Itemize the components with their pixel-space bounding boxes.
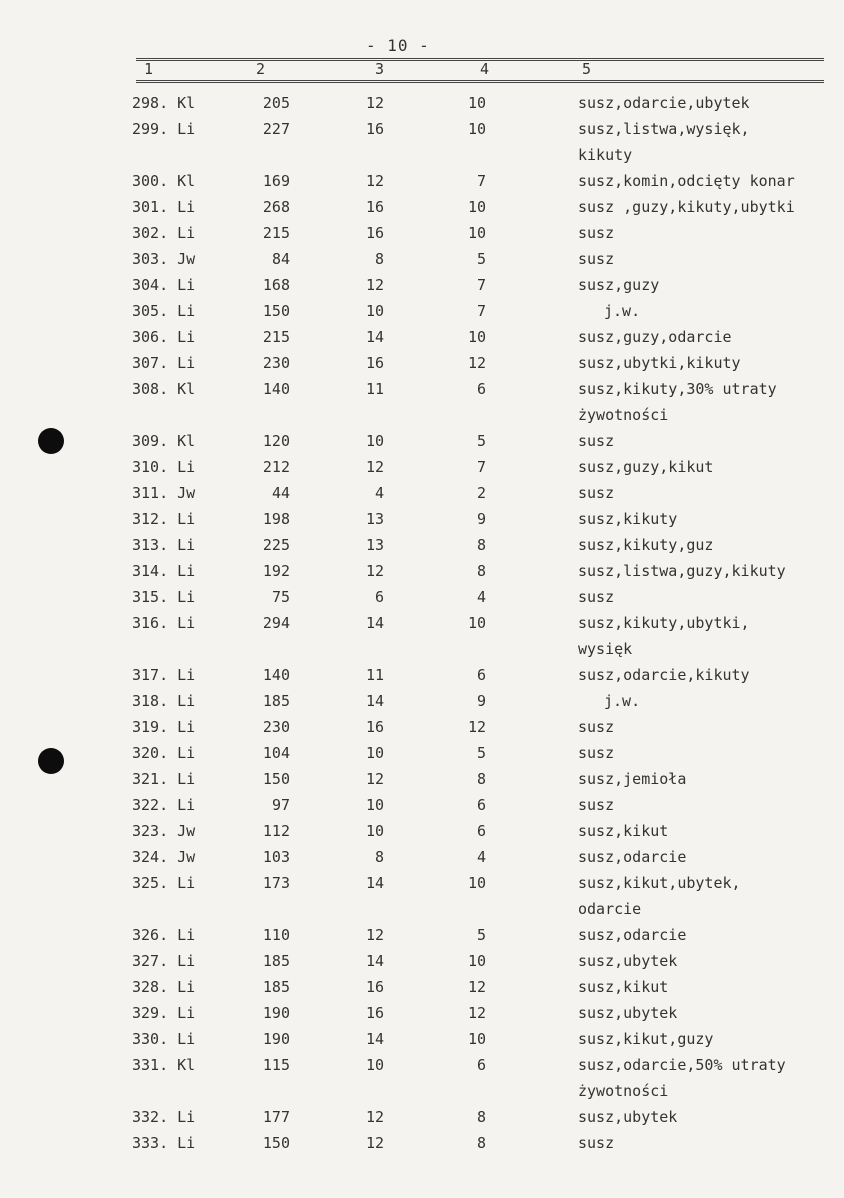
cell-col2: 268 bbox=[262, 198, 290, 216]
cell-col2: 185 bbox=[262, 692, 290, 710]
cell-col4: 10 bbox=[467, 224, 486, 242]
column-header-4: 4 bbox=[480, 60, 490, 78]
cell-remarks: susz,guzy,kikut bbox=[578, 458, 714, 476]
cell-remarks: susz,ubytki,kikuty bbox=[578, 354, 741, 372]
cell-remarks-continuation: żywotności bbox=[578, 1082, 669, 1100]
table-row bbox=[0, 848, 844, 874]
cell-remarks: susz bbox=[578, 588, 615, 606]
cell-col3: 8 bbox=[374, 848, 384, 866]
cell-col3: 16 bbox=[365, 1004, 384, 1022]
tree-number-species: 299. Li bbox=[132, 120, 196, 138]
cell-col4: 6 bbox=[476, 796, 486, 814]
cell-remarks: susz,ubytek bbox=[578, 952, 678, 970]
cell-col4: 5 bbox=[476, 926, 486, 944]
tree-number-species: 298. Kl bbox=[132, 94, 196, 112]
table-row bbox=[0, 432, 844, 458]
table-row bbox=[0, 354, 844, 380]
cell-col4: 10 bbox=[467, 94, 486, 112]
tree-number-species: 311. Jw bbox=[132, 484, 196, 502]
cell-remarks: susz bbox=[578, 718, 615, 736]
table-row bbox=[0, 796, 844, 822]
tree-number-species: 304. Li bbox=[132, 276, 196, 294]
cell-col3: 12 bbox=[365, 1134, 384, 1152]
tree-number-species: 324. Jw bbox=[132, 848, 196, 866]
tree-number-species: 310. Li bbox=[132, 458, 196, 476]
cell-col4: 6 bbox=[476, 1056, 486, 1074]
cell-col3: 8 bbox=[374, 250, 384, 268]
cell-col2: 212 bbox=[262, 458, 290, 476]
tree-number-species: 333. Li bbox=[132, 1134, 196, 1152]
cell-col3: 16 bbox=[365, 120, 384, 138]
cell-remarks: susz,kikuty bbox=[578, 510, 678, 528]
tree-number-species: 329. Li bbox=[132, 1004, 196, 1022]
cell-col4: 10 bbox=[467, 120, 486, 138]
cell-col2: 150 bbox=[262, 302, 290, 320]
cell-col4: 10 bbox=[467, 874, 486, 892]
cell-remarks: susz,odarcie bbox=[578, 848, 687, 866]
cell-remarks: susz,kikuty,guz bbox=[578, 536, 714, 554]
table-row bbox=[0, 926, 844, 952]
cell-col4: 5 bbox=[476, 744, 486, 762]
cell-col4: 7 bbox=[476, 302, 486, 320]
cell-col2: 190 bbox=[262, 1004, 290, 1022]
tree-number-species: 323. Jw bbox=[132, 822, 196, 840]
cell-col2: 150 bbox=[262, 770, 290, 788]
cell-col2: 115 bbox=[262, 1056, 290, 1074]
cell-col2: 75 bbox=[271, 588, 290, 606]
cell-remarks: susz bbox=[578, 250, 615, 268]
cell-col3: 16 bbox=[365, 198, 384, 216]
cell-col3: 14 bbox=[365, 1030, 384, 1048]
tree-number-species: 319. Li bbox=[132, 718, 196, 736]
table-row bbox=[0, 94, 844, 120]
table-row bbox=[0, 1030, 844, 1056]
cell-col4: 12 bbox=[467, 1004, 486, 1022]
tree-number-species: 327. Li bbox=[132, 952, 196, 970]
table-row bbox=[0, 666, 844, 692]
cell-col3: 12 bbox=[365, 458, 384, 476]
cell-col2: 192 bbox=[262, 562, 290, 580]
cell-col2: 185 bbox=[262, 952, 290, 970]
cell-remarks: susz bbox=[578, 796, 615, 814]
cell-col2: 140 bbox=[262, 666, 290, 684]
cell-remarks-continuation: żywotności bbox=[578, 406, 669, 424]
table-row bbox=[0, 562, 844, 588]
cell-remarks-continuation: wysięk bbox=[578, 640, 633, 658]
cell-remarks: susz,guzy bbox=[578, 276, 660, 294]
table-row bbox=[0, 1056, 844, 1082]
cell-col4: 10 bbox=[467, 328, 486, 346]
tree-number-species: 300. Kl bbox=[132, 172, 196, 190]
cell-remarks: susz,kikuty,ubytki, bbox=[578, 614, 750, 632]
cell-col3: 10 bbox=[365, 302, 384, 320]
cell-col3: 10 bbox=[365, 432, 384, 450]
tree-number-species: 314. Li bbox=[132, 562, 196, 580]
tree-number-species: 318. Li bbox=[132, 692, 196, 710]
cell-col4: 4 bbox=[476, 848, 486, 866]
tree-number-species: 325. Li bbox=[132, 874, 196, 892]
tree-number-species: 317. Li bbox=[132, 666, 196, 684]
cell-col4: 12 bbox=[467, 978, 486, 996]
cell-remarks: susz,kikut,guzy bbox=[578, 1030, 714, 1048]
table-row bbox=[0, 250, 844, 276]
cell-remarks: susz,kikut,ubytek, bbox=[578, 874, 741, 892]
tree-number-species: 306. Li bbox=[132, 328, 196, 346]
table-row bbox=[0, 614, 844, 640]
tree-number-species: 302. Li bbox=[132, 224, 196, 242]
cell-col4: 5 bbox=[476, 432, 486, 450]
cell-col2: 190 bbox=[262, 1030, 290, 1048]
cell-col4: 8 bbox=[476, 1134, 486, 1152]
cell-col4: 6 bbox=[476, 380, 486, 398]
cell-col3: 12 bbox=[365, 276, 384, 294]
cell-remarks: susz bbox=[578, 1134, 615, 1152]
cell-remarks: susz bbox=[578, 484, 615, 502]
cell-col4: 10 bbox=[467, 1030, 486, 1048]
cell-col2: 84 bbox=[271, 250, 290, 268]
cell-remarks: susz,kikut bbox=[578, 978, 669, 996]
table-row bbox=[0, 874, 844, 900]
cell-col3: 14 bbox=[365, 952, 384, 970]
cell-col3: 11 bbox=[365, 380, 384, 398]
cell-remarks: susz,odarcie,ubytek bbox=[578, 94, 750, 112]
cell-col4: 10 bbox=[467, 198, 486, 216]
cell-remarks: susz ,guzy,kikuty,ubytki bbox=[578, 198, 795, 216]
cell-col3: 14 bbox=[365, 328, 384, 346]
cell-col3: 10 bbox=[365, 744, 384, 762]
cell-col2: 120 bbox=[262, 432, 290, 450]
cell-col4: 8 bbox=[476, 536, 486, 554]
cell-col4: 6 bbox=[476, 822, 486, 840]
cell-col3: 12 bbox=[365, 1108, 384, 1126]
tree-number-species: 332. Li bbox=[132, 1108, 196, 1126]
tree-number-species: 312. Li bbox=[132, 510, 196, 528]
cell-remarks: susz,odarcie,kikuty bbox=[578, 666, 750, 684]
tree-number-species: 309. Kl bbox=[132, 432, 196, 450]
table-row bbox=[0, 172, 844, 198]
table-row bbox=[0, 380, 844, 406]
cell-col4: 9 bbox=[476, 510, 486, 528]
cell-remarks: susz bbox=[578, 432, 615, 450]
cell-col2: 168 bbox=[262, 276, 290, 294]
cell-col4: 7 bbox=[476, 276, 486, 294]
tree-number-species: 303. Jw bbox=[132, 250, 196, 268]
table-row bbox=[0, 822, 844, 848]
cell-col2: 215 bbox=[262, 224, 290, 242]
cell-col2: 185 bbox=[262, 978, 290, 996]
cell-col3: 13 bbox=[365, 536, 384, 554]
table-row bbox=[0, 120, 844, 146]
cell-col2: 225 bbox=[262, 536, 290, 554]
table-row bbox=[0, 224, 844, 250]
cell-col4: 7 bbox=[476, 458, 486, 476]
cell-col3: 6 bbox=[374, 588, 384, 606]
cell-col4: 8 bbox=[476, 562, 486, 580]
cell-remarks: susz,ubytek bbox=[578, 1004, 678, 1022]
cell-col2: 177 bbox=[262, 1108, 290, 1126]
cell-col2: 230 bbox=[262, 354, 290, 372]
cell-col3: 16 bbox=[365, 718, 384, 736]
cell-col3: 16 bbox=[365, 224, 384, 242]
cell-remarks: susz,kikut bbox=[578, 822, 669, 840]
table-row bbox=[0, 744, 844, 770]
cell-remarks: susz,komin,odcięty konar bbox=[578, 172, 795, 190]
table-row bbox=[0, 510, 844, 536]
cell-col4: 9 bbox=[476, 692, 486, 710]
cell-col4: 6 bbox=[476, 666, 486, 684]
cell-col4: 8 bbox=[476, 770, 486, 788]
cell-col2: 103 bbox=[262, 848, 290, 866]
cell-col4: 5 bbox=[476, 250, 486, 268]
table-row bbox=[0, 328, 844, 354]
cell-remarks: susz bbox=[578, 744, 615, 762]
column-header-2: 2 bbox=[256, 60, 266, 78]
cell-col3: 10 bbox=[365, 1056, 384, 1074]
cell-col3: 14 bbox=[365, 614, 384, 632]
cell-col2: 104 bbox=[262, 744, 290, 762]
cell-col3: 12 bbox=[365, 172, 384, 190]
table-row bbox=[0, 718, 844, 744]
cell-col4: 8 bbox=[476, 1108, 486, 1126]
cell-col2: 230 bbox=[262, 718, 290, 736]
cell-col2: 198 bbox=[262, 510, 290, 528]
cell-col2: 44 bbox=[271, 484, 290, 502]
cell-col2: 97 bbox=[271, 796, 290, 814]
cell-col2: 110 bbox=[262, 926, 290, 944]
cell-remarks: susz,odarcie bbox=[578, 926, 687, 944]
table-row bbox=[0, 1004, 844, 1030]
cell-col4: 2 bbox=[476, 484, 486, 502]
cell-col3: 12 bbox=[365, 94, 384, 112]
cell-col2: 173 bbox=[262, 874, 290, 892]
cell-col2: 112 bbox=[262, 822, 290, 840]
tree-number-species: 326. Li bbox=[132, 926, 196, 944]
cell-col4: 7 bbox=[476, 172, 486, 190]
cell-remarks: susz,guzy,odarcie bbox=[578, 328, 732, 346]
table-row bbox=[0, 458, 844, 484]
table-row bbox=[0, 952, 844, 978]
table-row bbox=[0, 588, 844, 614]
cell-col4: 10 bbox=[467, 952, 486, 970]
cell-remarks: susz,kikuty,30% utraty bbox=[578, 380, 777, 398]
cell-remarks: susz,listwa,wysięk, bbox=[578, 120, 750, 138]
cell-remarks: j.w. bbox=[604, 302, 641, 320]
tree-number-species: 321. Li bbox=[132, 770, 196, 788]
cell-col2: 169 bbox=[262, 172, 290, 190]
table-row bbox=[0, 536, 844, 562]
tree-number-species: 313. Li bbox=[132, 536, 196, 554]
cell-remarks: j.w. bbox=[604, 692, 641, 710]
column-header-3: 3 bbox=[375, 60, 385, 78]
page-number: - 10 - bbox=[366, 36, 430, 55]
tree-number-species: 307. Li bbox=[132, 354, 196, 372]
cell-col3: 16 bbox=[365, 978, 384, 996]
column-header-5: 5 bbox=[582, 60, 592, 78]
cell-col2: 150 bbox=[262, 1134, 290, 1152]
cell-col3: 4 bbox=[374, 484, 384, 502]
cell-col2: 294 bbox=[262, 614, 290, 632]
tree-number-species: 316. Li bbox=[132, 614, 196, 632]
tree-number-species: 330. Li bbox=[132, 1030, 196, 1048]
cell-col3: 14 bbox=[365, 692, 384, 710]
tree-number-species: 308. Kl bbox=[132, 380, 196, 398]
cell-remarks: susz bbox=[578, 224, 615, 242]
cell-col2: 215 bbox=[262, 328, 290, 346]
cell-col3: 10 bbox=[365, 822, 384, 840]
cell-col3: 12 bbox=[365, 926, 384, 944]
cell-col2: 140 bbox=[262, 380, 290, 398]
cell-remarks: susz,jemioła bbox=[578, 770, 687, 788]
cell-col3: 16 bbox=[365, 354, 384, 372]
table-row bbox=[0, 692, 844, 718]
cell-col2: 205 bbox=[262, 94, 290, 112]
tree-number-species: 331. Kl bbox=[132, 1056, 196, 1074]
tree-number-species: 320. Li bbox=[132, 744, 196, 762]
tree-number-species: 322. Li bbox=[132, 796, 196, 814]
cell-col4: 4 bbox=[476, 588, 486, 606]
cell-col2: 227 bbox=[262, 120, 290, 138]
cell-col3: 11 bbox=[365, 666, 384, 684]
tree-number-species: 305. Li bbox=[132, 302, 196, 320]
table-row bbox=[0, 302, 844, 328]
cell-col3: 12 bbox=[365, 770, 384, 788]
table-row bbox=[0, 770, 844, 796]
table-row bbox=[0, 276, 844, 302]
tree-number-species: 315. Li bbox=[132, 588, 196, 606]
tree-number-species: 328. Li bbox=[132, 978, 196, 996]
cell-remarks-continuation: kikuty bbox=[578, 146, 633, 164]
table-row bbox=[0, 1108, 844, 1134]
table-row bbox=[0, 1134, 844, 1160]
tree-number-species: 301. Li bbox=[132, 198, 196, 216]
cell-col4: 12 bbox=[467, 718, 486, 736]
cell-remarks: susz,ubytek bbox=[578, 1108, 678, 1126]
cell-col4: 10 bbox=[467, 614, 486, 632]
cell-col3: 10 bbox=[365, 796, 384, 814]
cell-col3: 14 bbox=[365, 874, 384, 892]
cell-remarks: susz,odarcie,50% utraty bbox=[578, 1056, 786, 1074]
cell-col4: 12 bbox=[467, 354, 486, 372]
cell-remarks-continuation: odarcie bbox=[578, 900, 642, 918]
table-row bbox=[0, 484, 844, 510]
table-row bbox=[0, 978, 844, 1004]
header-rule-bottom bbox=[136, 80, 824, 83]
cell-remarks: susz,listwa,guzy,kikuty bbox=[578, 562, 786, 580]
table-row bbox=[0, 198, 844, 224]
cell-col3: 12 bbox=[365, 562, 384, 580]
cell-col3: 13 bbox=[365, 510, 384, 528]
column-header-1: 1 bbox=[144, 60, 154, 78]
